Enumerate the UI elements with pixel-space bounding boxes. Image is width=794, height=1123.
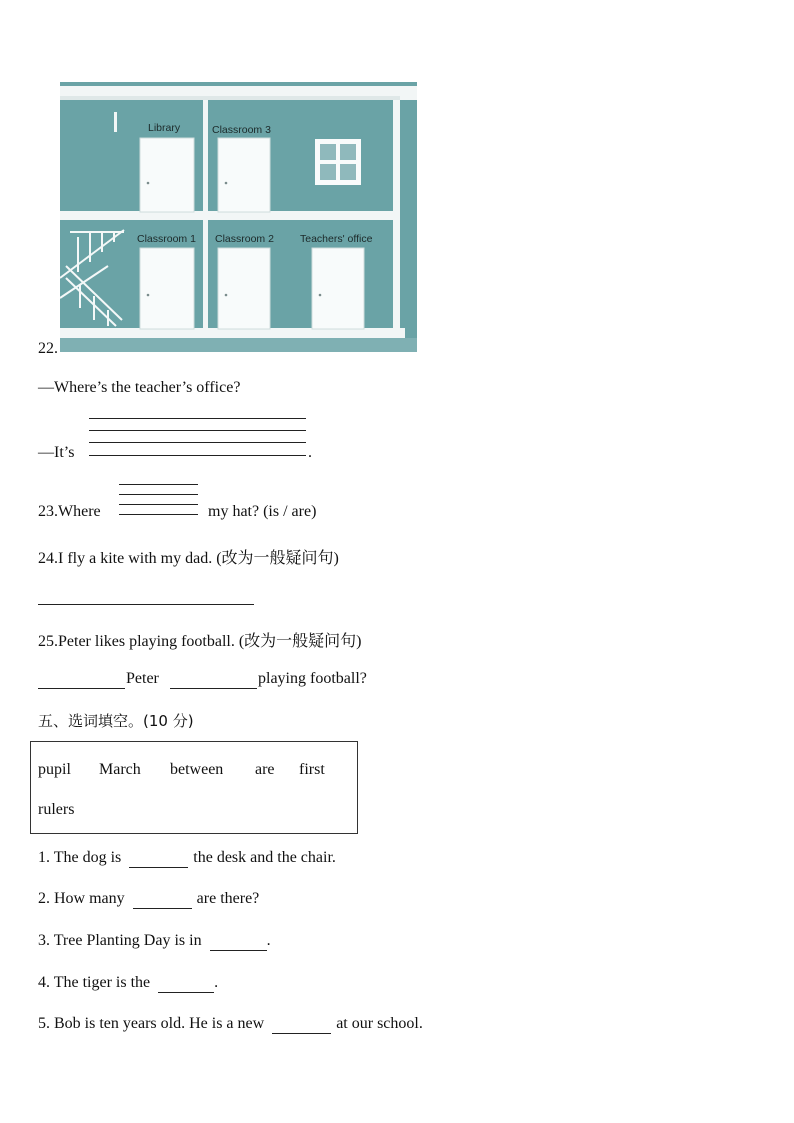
word-bank-item: first [299, 761, 325, 778]
fill-item-text: 2. How many [38, 890, 125, 907]
section-5-title: 五、选词填空。(10 分) [38, 712, 194, 730]
q24-question: 24.I fly a kite with my dad. (改为一般疑问句) [38, 550, 339, 567]
label-classroom-1: Classroom 1 [137, 233, 196, 245]
fill-item-blank[interactable] [133, 890, 192, 909]
q22-answer-line-2 [89, 430, 306, 431]
q22-answer-start: —It’s [38, 444, 75, 461]
q24-answer-line[interactable] [38, 604, 254, 605]
q23-blank-line-3 [119, 504, 198, 505]
word-bank-item: pupil [38, 761, 71, 778]
fill-item-text: 3. Tree Planting Day is in [38, 932, 202, 949]
word-bank-item: between [170, 761, 224, 778]
fill-item-blank[interactable] [158, 974, 214, 993]
q22-answer-line-3 [89, 442, 306, 443]
q23-blank-line-2 [119, 494, 198, 495]
q22-number: 22. [38, 340, 58, 357]
label-library: Library [148, 122, 181, 134]
school-building-picture [60, 82, 417, 352]
fill-item-text: 1. The dog is [38, 849, 122, 866]
word-bank-item: rulers [38, 801, 75, 818]
q22-answer-line-4[interactable] [89, 455, 306, 456]
fill-item-text: the desk and the chair. [193, 849, 336, 866]
fill-item-2 [38, 890, 259, 909]
q23-blank-line-1 [119, 484, 198, 485]
word-bank-item: are [255, 761, 275, 778]
fill-item-text: are there? [196, 890, 260, 907]
fill-item-text: 5. Bob is ten years old. He is a new [38, 1015, 265, 1032]
q25-blank-1[interactable] [38, 688, 125, 689]
fill-item-blank[interactable] [272, 1015, 331, 1034]
word-bank-box [30, 741, 358, 834]
q23-blank-line-4[interactable] [119, 514, 198, 515]
fill-item-5 [38, 1015, 423, 1034]
q22-answer-end: . [308, 444, 312, 461]
label-classroom-3: Classroom 3 [212, 124, 271, 136]
q23-suffix: my hat? (is / are) [208, 503, 317, 520]
fill-item-text: at our school. [336, 1015, 423, 1032]
fill-item-text: . [266, 932, 271, 949]
q25-question: 25.Peter likes playing football. (改为一般疑问句) [38, 633, 362, 650]
word-bank-item: March [99, 761, 141, 778]
q22-question: —Where’s the teacher’s office? [38, 379, 241, 396]
fill-item-blank[interactable] [129, 849, 188, 868]
fill-item-blank[interactable] [210, 932, 267, 951]
label-teachers-office: Teachers' office [300, 233, 373, 245]
q25-answer-part2: playing football? [258, 670, 367, 687]
q22-answer-line-1 [89, 418, 306, 419]
q25-blank-2[interactable] [170, 688, 257, 689]
fill-item-text: . [214, 974, 219, 991]
q25-answer-part1: Peter [126, 670, 159, 687]
fill-item-text: 4. The tiger is the [38, 974, 151, 991]
fill-item-1 [38, 849, 336, 868]
q23-prefix: 23.Where [38, 503, 101, 520]
fill-item-4 [38, 974, 218, 993]
fill-item-3 [38, 932, 271, 951]
label-classroom-2: Classroom 2 [215, 233, 274, 245]
